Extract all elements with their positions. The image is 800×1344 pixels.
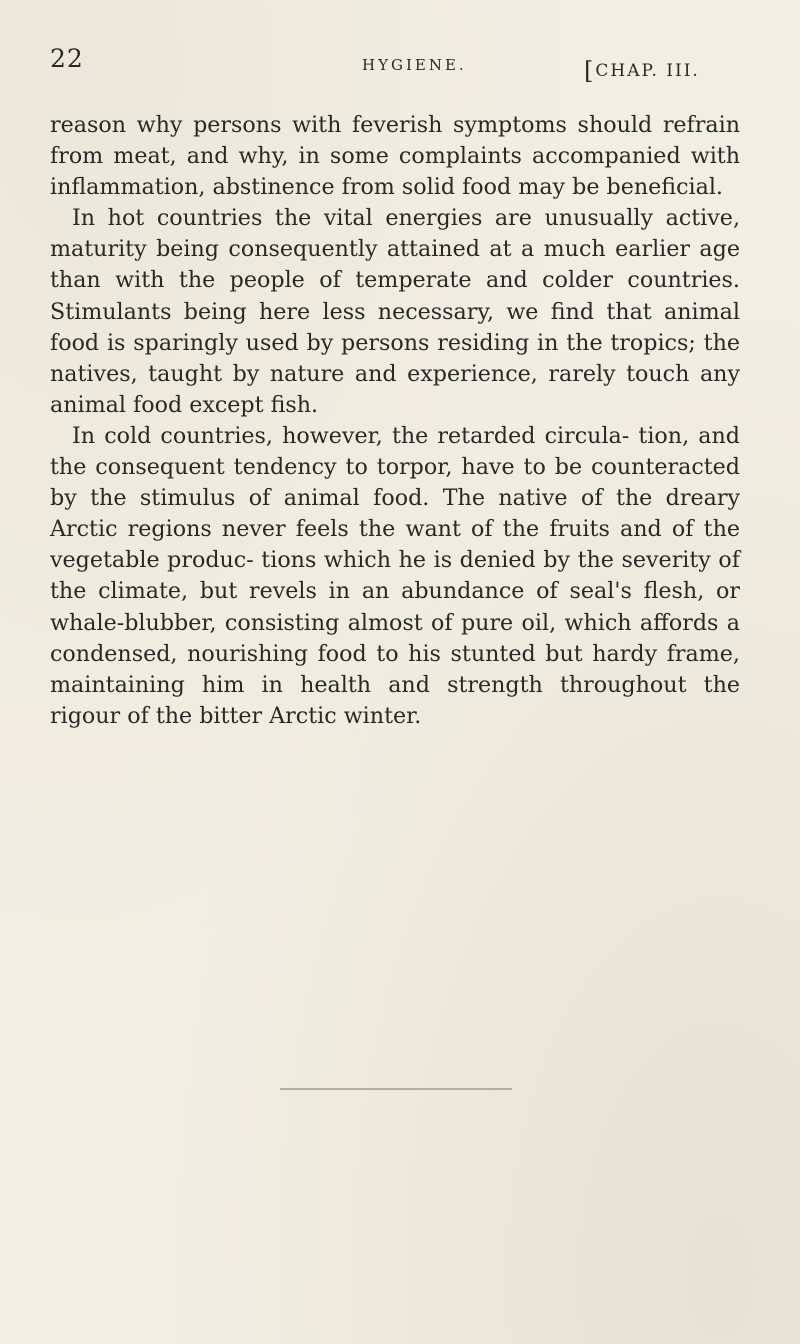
body-text <box>50 110 740 732</box>
paragraph-continued: reason why persons with feverish symptoms should refrain from meat, and why, in some complaints accompanied with inflammation, abstinence from solid food may be beneficial. <box>50 112 740 201</box>
chapter-bracket: [ <box>584 57 596 85</box>
chapter-label: CHAP. III. <box>595 61 700 81</box>
chapter-reference <box>584 54 700 85</box>
running-head <box>50 44 736 85</box>
paragraph-hot-countries: In hot countries the vital energies are unusually active, maturity being consequently attained at a much earlier age than with the people of temperate and colder countries. Stimulants being here less necessary, we find that animal food is sparingly used by persons residing in the tropics; the natives, taught by nature and experience, rarely touch any animal food except fish. <box>50 205 740 418</box>
page-number: 22 <box>50 44 84 73</box>
running-title: HYGIENE. <box>362 56 467 74</box>
paragraph-cold-countries: In cold countries, however, the retarded circula- tion, and the consequent tendency to torpor, have to be counteracted by the stimulus of animal food. The native of the dreary Arctic regions never feels the want of the fruits and of the vegetable produc- tions which he is denied by the severity of the climate, but revels in an abundance of seal's flesh, or whale-blubber, consisting almost of pure oil, which affords a condensed, nourishing food to his stunted but hardy frame, maintaining him in health and strength throughout the rigour of the bitter Arctic winter. <box>50 422 740 729</box>
footer-rule <box>280 1088 512 1090</box>
